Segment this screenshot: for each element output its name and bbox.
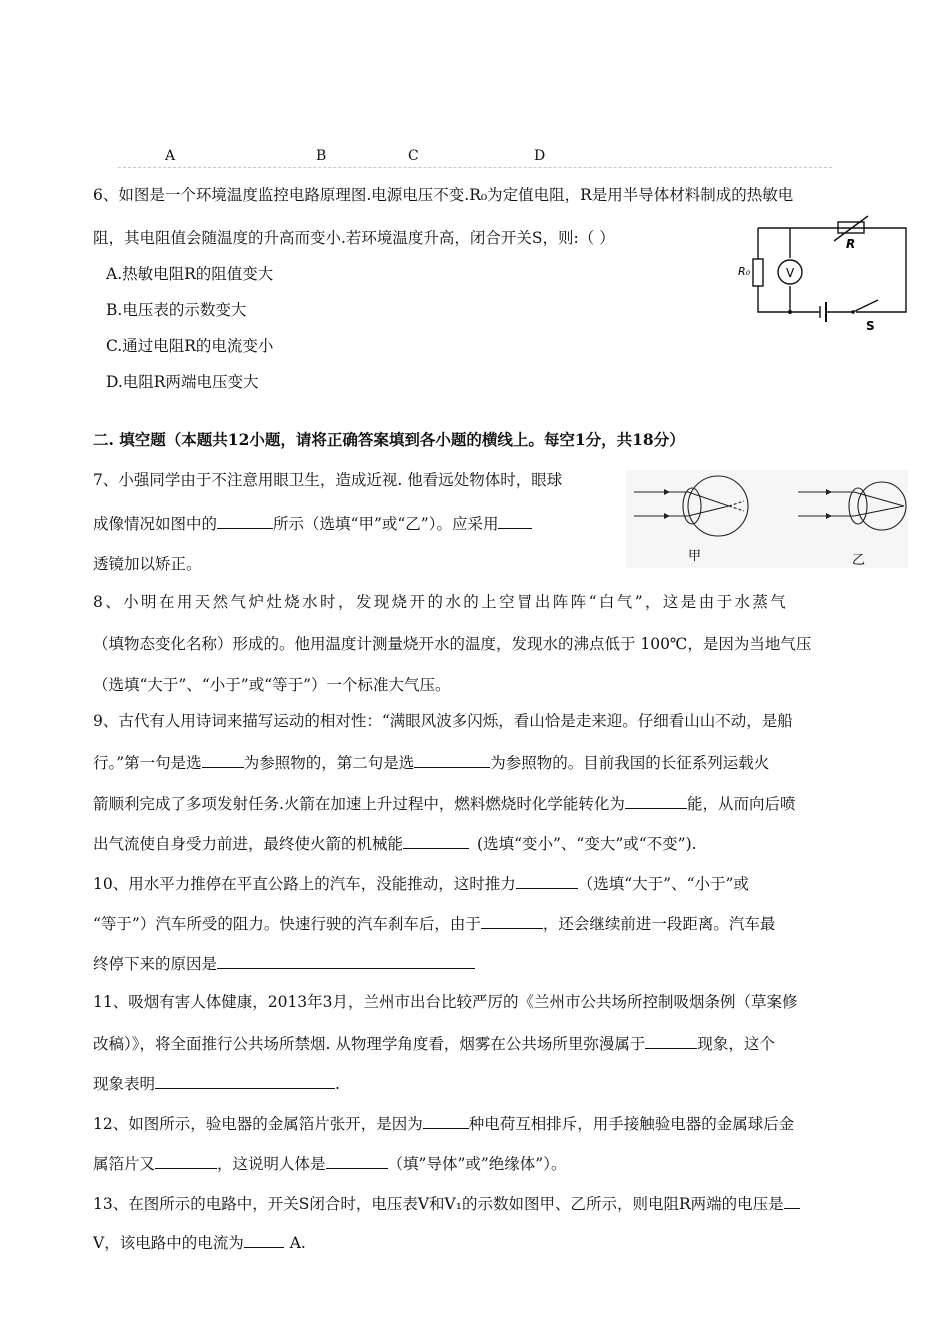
- q12-line2-a: 属箔片又: [93, 1155, 156, 1173]
- q6-line2: 阻，其电阻值会随温度的升高而变小.若环境温度升高，闭合开关S，则:（ ）: [93, 229, 615, 247]
- fig-label-yi: 乙: [852, 553, 866, 568]
- q9-line3-a: 箭顺利完成了多项发射任务.火箭在加速上升过程中，燃料燃烧时化学能转化为: [93, 795, 625, 813]
- answer-blank[interactable]: [244, 1231, 284, 1248]
- q10-line2: [93, 912, 775, 934]
- q12-line1-a: 12、如图所示，验电器的金属箔片张开，是因为: [93, 1115, 423, 1133]
- answer-blank[interactable]: [516, 872, 578, 889]
- q6-option-d: D.电阻R两端电压变大: [106, 373, 259, 391]
- q9-line2-b: 为参照物的，第二句是选: [243, 754, 415, 772]
- circuit-diagram: [728, 214, 912, 332]
- q11-line2-b: 现象，这个: [697, 1035, 775, 1053]
- q10-line1-a: 10、用水平力推停在平直公路上的汽车，没能推动，这时推力: [93, 875, 516, 893]
- answer-blank[interactable]: [217, 512, 273, 529]
- q12-line2: [93, 1152, 566, 1174]
- option-label-d: D: [534, 148, 546, 164]
- q10-line2-b: ，还会继续前进一段距离。汽车最: [542, 915, 776, 933]
- fig-label-r0: R₀: [738, 265, 751, 278]
- q7-line2: [93, 512, 532, 534]
- q12-line2-b: ，这说明人体是: [217, 1155, 326, 1173]
- q12-line2-c: （填”导体”或”绝缘体”）。: [387, 1155, 567, 1173]
- q11-line3: [93, 1072, 340, 1094]
- q8-line1: 8、小明在用天然气炉灶烧水时，发现烧开的水的上空冒出阵阵“白气”，这是由于水蒸气: [93, 593, 789, 611]
- q7-line3: 透镜加以矫正。: [93, 555, 202, 573]
- option-label-c: C: [408, 148, 419, 164]
- q10-line2-a: “等于”）汽车所受的阻力。快速行驶的汽车刹车后，由于: [93, 915, 481, 933]
- q13-line1: [93, 1192, 800, 1214]
- q12-line1: [93, 1112, 794, 1134]
- answer-blank[interactable]: [155, 1072, 335, 1089]
- fig-label-r: R: [846, 237, 856, 251]
- q9-line3-b: 能，从而向后喷: [686, 795, 796, 813]
- q6-option-c: C.通过电阻R的电流变小: [106, 337, 274, 355]
- q13-line2-b: A.: [289, 1234, 306, 1252]
- q6-option-a: A.热敏电阻R的阻值变大: [106, 265, 274, 283]
- q13-line2-a: V，该电路中的电流为: [93, 1234, 244, 1252]
- answer-blank[interactable]: [217, 952, 475, 969]
- q12-line1-b: 种电荷互相排斥，用手接触验电器的金属球后金: [468, 1115, 795, 1133]
- q8-line2: （填物态变化名称）形成的。他用温度计测量烧开水的温度，发现水的沸点低于 100℃，是因为当地气压: [93, 635, 812, 653]
- q10-line1: [93, 872, 749, 894]
- q13-line1-text: 13、在图所示的电路中，开关S闭合时，电压表V和V₁的示数如图甲、乙所示，则电阻R两端的电压是: [93, 1195, 784, 1213]
- q9-line4-a: 出气流使自身受力前进，最终使火箭的机械能: [93, 835, 404, 853]
- q11-line2: [93, 1032, 775, 1054]
- answer-blank[interactable]: [784, 1192, 800, 1209]
- answer-blank[interactable]: [423, 1112, 469, 1129]
- q10-line1-b: （选填“大于”、“小于”或: [577, 875, 749, 893]
- fig-label-v: V: [786, 266, 795, 280]
- q6-option-b: B.电压表的示数变大: [106, 301, 247, 319]
- option-label-b: B: [316, 148, 327, 164]
- section2-heading: 二. 填空题（本题共12小题，请将正确答案填到各小题的横线上。每空1分，共18分）: [93, 430, 685, 449]
- q9-line1: 9、古代有人用诗词来描写运动的相对性：“满眼风波多闪烁，看山恰是走来迎。仔细看山山不动，是船: [93, 712, 793, 730]
- fig-label-jia: 甲: [688, 549, 702, 564]
- q11-line1: 11、吸烟有害人体健康，2013年3月，兰州市出台比较严厉的《兰州市公共场所控制吸烟条例（草案修: [93, 993, 798, 1011]
- q11-line2-a: 改稿）》，将全面推行公共场所禁烟. 从物理学角度看，烟雾在公共场所里弥漫属于: [93, 1035, 646, 1053]
- q9-line3: [93, 792, 795, 814]
- fig-label-s: S: [866, 319, 875, 332]
- eye-diagram: [626, 470, 908, 568]
- dashed-divider: [118, 166, 832, 168]
- q9-line4-b: (选填“变小”、“变大”或“不变”).: [477, 835, 697, 853]
- q13-line2: [93, 1231, 306, 1253]
- q11-line3-b: .: [335, 1075, 340, 1093]
- answer-blank[interactable]: [414, 751, 490, 768]
- answer-blank[interactable]: [403, 832, 469, 849]
- answer-blank[interactable]: [326, 1152, 388, 1169]
- q7-line1: 7、小强同学由于不注意用眼卫生，造成近视. 他看远处物体时，眼球: [93, 471, 563, 489]
- answer-blank[interactable]: [202, 751, 244, 768]
- q9-line4: [93, 832, 697, 854]
- q9-line2: [93, 751, 769, 773]
- answer-blank[interactable]: [155, 1152, 217, 1169]
- q10-line3: [93, 952, 475, 974]
- answer-blank[interactable]: [625, 792, 687, 809]
- q6-line1: 6、如图是一个环境温度监控电路原理图.电源电压不变.R₀为定值电阻，R是用半导体材料制成的热敏电: [93, 186, 794, 204]
- q11-line3-a: 现象表明: [93, 1075, 156, 1093]
- q7-line2-a: 成像情况如图中的: [93, 515, 218, 533]
- answer-blank[interactable]: [498, 512, 532, 529]
- q9-line2-c: 为参照物的。目前我国的长征系列运载火: [490, 754, 770, 772]
- q9-line2-a: 行。”第一句是选: [93, 754, 202, 772]
- q7-line2-b: 所示（选填“甲”或“乙”）。应采用: [273, 515, 499, 533]
- answer-blank[interactable]: [645, 1032, 697, 1049]
- q8-line3: （选填“大于”、“小于”或“等于”）一个标准大气压。: [93, 676, 451, 694]
- option-label-a: A: [165, 148, 176, 164]
- answer-blank[interactable]: [481, 912, 543, 929]
- q10-line3-a: 终停下来的原因是: [93, 955, 218, 973]
